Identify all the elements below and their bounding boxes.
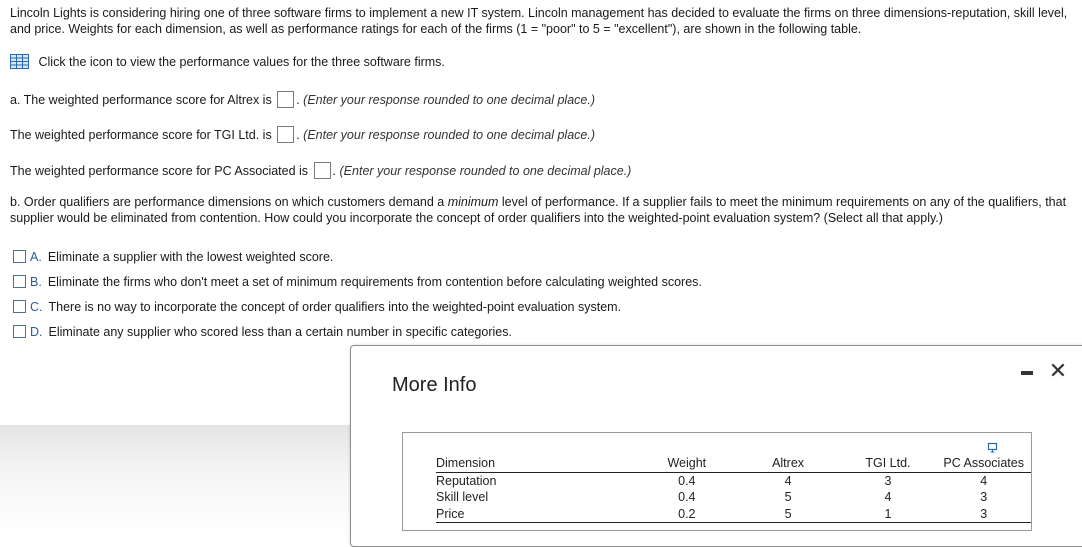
tgi-answer-input[interactable] xyxy=(277,126,294,143)
question-pc: The weighted performance score for PC Associated is . (Enter your response rounded to one decimal place.) xyxy=(10,164,632,178)
table-row: Reputation 0.4 4 3 4 xyxy=(436,473,988,488)
option-c-checkbox[interactable] xyxy=(13,300,26,313)
question-tgi: The weighted performance score for TGI Ltd. is . (Enter your response rounded to one decimal place.) xyxy=(10,128,595,142)
option-a-checkbox[interactable] xyxy=(13,250,26,263)
copy-icon[interactable] xyxy=(987,441,999,456)
option-b-text: Eliminate the firms who don't meet a set of minimum requirements from contention before calculating weighted scores. xyxy=(47,275,702,289)
header-altrex: Altrex xyxy=(761,455,816,472)
table-grid-icon[interactable] xyxy=(10,54,29,72)
performance-table-panel xyxy=(402,432,1032,531)
option-d-checkbox[interactable] xyxy=(13,325,26,338)
altrex-hint: (Enter your response rounded to one decimal place.) xyxy=(303,93,595,107)
option-d-text: Eliminate any supplier who scored less than a certain number in specific categories. xyxy=(48,325,512,339)
table-row: Skill level 0.4 5 4 3 xyxy=(436,490,988,504)
option-a-letter: A. xyxy=(30,250,42,264)
option-c[interactable] xyxy=(13,300,621,314)
header-pc: PC Associates xyxy=(936,455,1031,472)
header-tgi: TGI Ltd. xyxy=(854,455,922,472)
table-header-row xyxy=(436,455,1031,472)
data-table-link[interactable] xyxy=(10,54,445,72)
option-a[interactable] xyxy=(13,250,333,264)
question-altrex: a. The weighted performance score for Altrex is . (Enter your response rounded to one decimal place.) xyxy=(10,93,595,107)
altrex-answer-input[interactable] xyxy=(277,91,294,108)
option-c-text: There is no way to incorporate the concept of order qualifiers into the weighted-point evaluation system. xyxy=(48,300,622,314)
option-b-checkbox[interactable] xyxy=(13,275,26,288)
part-b-question: b. Order qualifiers are performance dimensions on which customers demand a minimum level of performance. If a supplier fails to meet the minimum requirements on any of the qualifiers, that supplier would be eliminated from contention. How could you incorporate the concept of order qualifiers into the weighted-point evaluation system? (Select all that apply.) xyxy=(10,195,1067,225)
close-icon[interactable]: ✕ xyxy=(1048,358,1068,383)
question-tgi-label: The weighted performance score for TGI Ltd. is xyxy=(10,128,272,142)
table-row: Price 0.2 5 1 3 xyxy=(436,506,1031,523)
question-altrex-label: a. The weighted performance score for Altrex is xyxy=(10,93,272,107)
option-d-letter: D. xyxy=(30,325,43,339)
header-dimension: Dimension xyxy=(436,455,613,472)
header-weight: Weight xyxy=(659,455,714,472)
option-a-text: Eliminate a supplier with the lowest weighted score. xyxy=(47,250,334,264)
option-c-letter: C. xyxy=(30,300,43,314)
more-info-dialog xyxy=(350,345,1082,547)
pc-hint: (Enter your response rounded to one decimal place.) xyxy=(339,164,632,178)
performance-table xyxy=(436,455,1031,523)
icon-link-text: Click the icon to view the performance values for the three software firms. xyxy=(38,55,445,69)
intro-text: Lincoln Lights is considering hiring one of three software firms to implement a new IT system. Lincoln management has decided to evaluate the firms on three dimensions-reputation, skill level, and price. Weights for each dimension, as well as performance ratings for each of the firms (1 = "poor" to 5 = "excellent"), are shown in the following table. xyxy=(10,6,1068,36)
tgi-hint: (Enter your response rounded to one decimal place.) xyxy=(303,128,595,142)
question-pc-label: The weighted performance score for PC Associated is xyxy=(10,164,309,178)
pc-answer-input[interactable] xyxy=(314,162,331,179)
dialog-title: More Info xyxy=(392,374,477,396)
option-d[interactable] xyxy=(13,325,512,339)
minimize-icon[interactable] xyxy=(1021,371,1033,375)
option-b-letter: B. xyxy=(30,275,42,289)
option-b[interactable] xyxy=(13,275,702,289)
backdrop-shade xyxy=(0,425,350,535)
